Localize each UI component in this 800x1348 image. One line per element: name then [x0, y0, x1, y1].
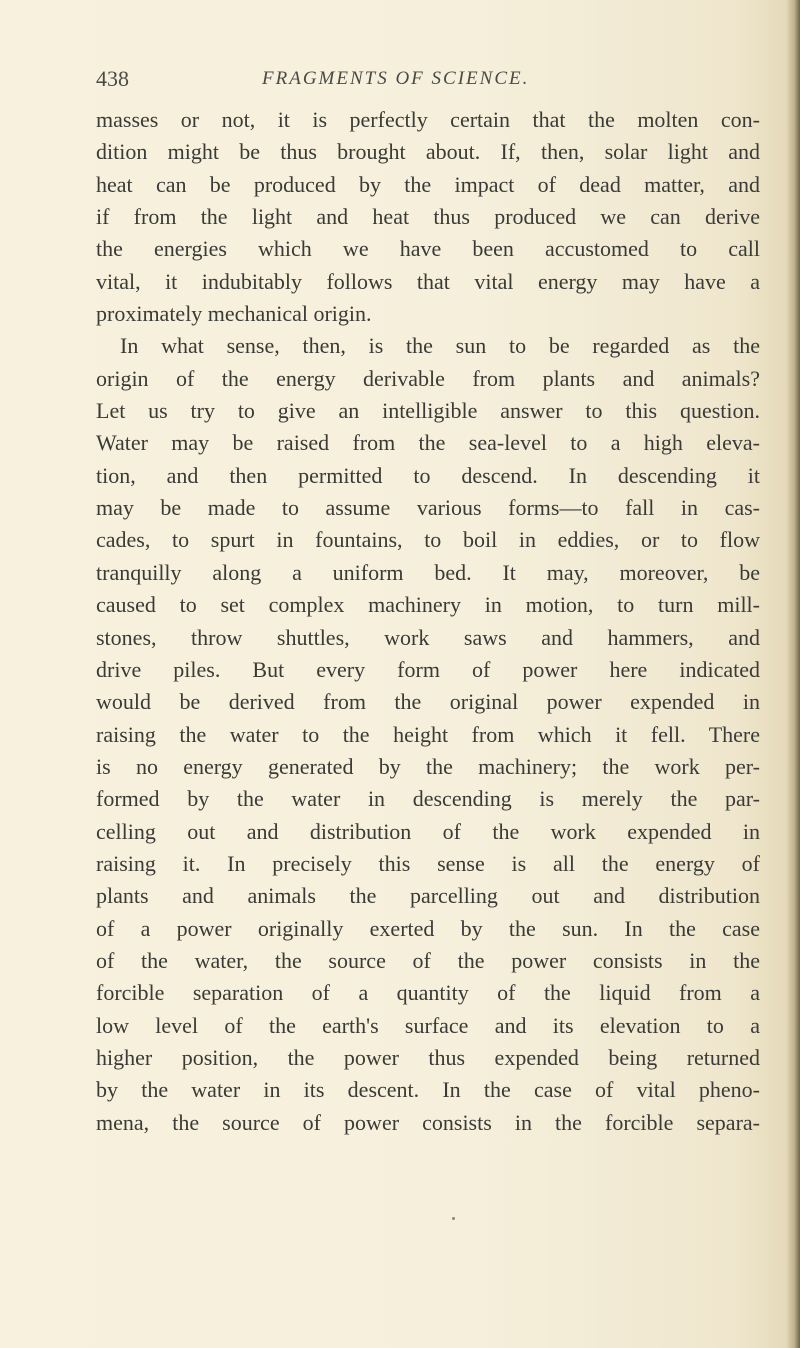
text-line: proximately mechanical origin.	[96, 301, 372, 327]
page-number: 438	[96, 66, 129, 91]
text-line: In what sense, then, is the sun to be regarded as the	[120, 333, 760, 359]
text-line: forcible separation of a quantity of the liquid from a	[96, 980, 760, 1006]
text-line: celling out and distribution of the work expended in	[96, 818, 760, 844]
text-line: tranquilly along a uniform bed. It may, moreover, be	[96, 559, 760, 585]
text-line: Water may be raised from the sea-level to a high eleva-	[96, 430, 760, 456]
text-line: masses or not, it is perfectly certain that the molten con-	[96, 107, 760, 132]
text-line: formed by the water in descending is merely the par-	[96, 786, 760, 812]
text-line: drive piles. But every form of power here indicated	[96, 656, 760, 682]
text-line: by the water in its descent. In the case of vital pheno-	[96, 1077, 760, 1103]
text-line: heat can be produced by the impact of dead matter, and	[96, 171, 760, 197]
text-line: origin of the energy derivable from plants and animals?	[96, 365, 760, 391]
text-line: the energies which we have been accustomed to call	[96, 236, 760, 262]
text-line: raising the water to the height from which it fell. There	[96, 721, 760, 747]
text-line: of a power originally exerted by the sun. In the case	[96, 915, 760, 941]
text-line: mena, the source of power consists in the forcible separa-	[96, 1109, 760, 1135]
text-line: cades, to spurt in fountains, to boil in eddies, or to flow	[96, 527, 760, 553]
text-line: dition might be thus brought about. If, then, solar light and	[96, 139, 760, 165]
text-line: Let us try to give an intelligible answer to this question.	[96, 398, 760, 424]
text-line: low level of the earth's surface and its elevation to a	[96, 1012, 760, 1038]
text-line: caused to set complex machinery in motion, to turn mill-	[96, 592, 760, 618]
text-line: may be made to assume various forms—to fall in cas-	[96, 495, 760, 521]
text-line: plants and animals the parcelling out and distribution	[96, 883, 760, 909]
text-line: of the water, the source of the power consists in the	[96, 947, 760, 973]
text-line: if from the light and heat thus produced we can derive	[96, 204, 760, 230]
page-edge-shadow	[786, 0, 800, 1348]
text-line: higher position, the power thus expended being returned	[96, 1044, 760, 1070]
text-line: stones, throw shuttles, work saws and hammers, and	[96, 624, 760, 650]
text-line: raising it. In precisely this sense is all the energy of	[96, 850, 760, 876]
ink-speck	[452, 1217, 455, 1220]
text-line: vital, it indubitably follows that vital energy may have a	[96, 268, 760, 294]
running-head: FRAGMENTS OF SCIENCE.	[262, 68, 530, 89]
text-line: tion, and then permitted to descend. In descending it	[96, 462, 760, 488]
page-header	[96, 66, 716, 94]
text-line: is no energy generated by the machinery; the work per-	[96, 753, 760, 779]
text-line: would be derived from the original power expended in	[96, 689, 760, 715]
body-text	[96, 104, 760, 1139]
